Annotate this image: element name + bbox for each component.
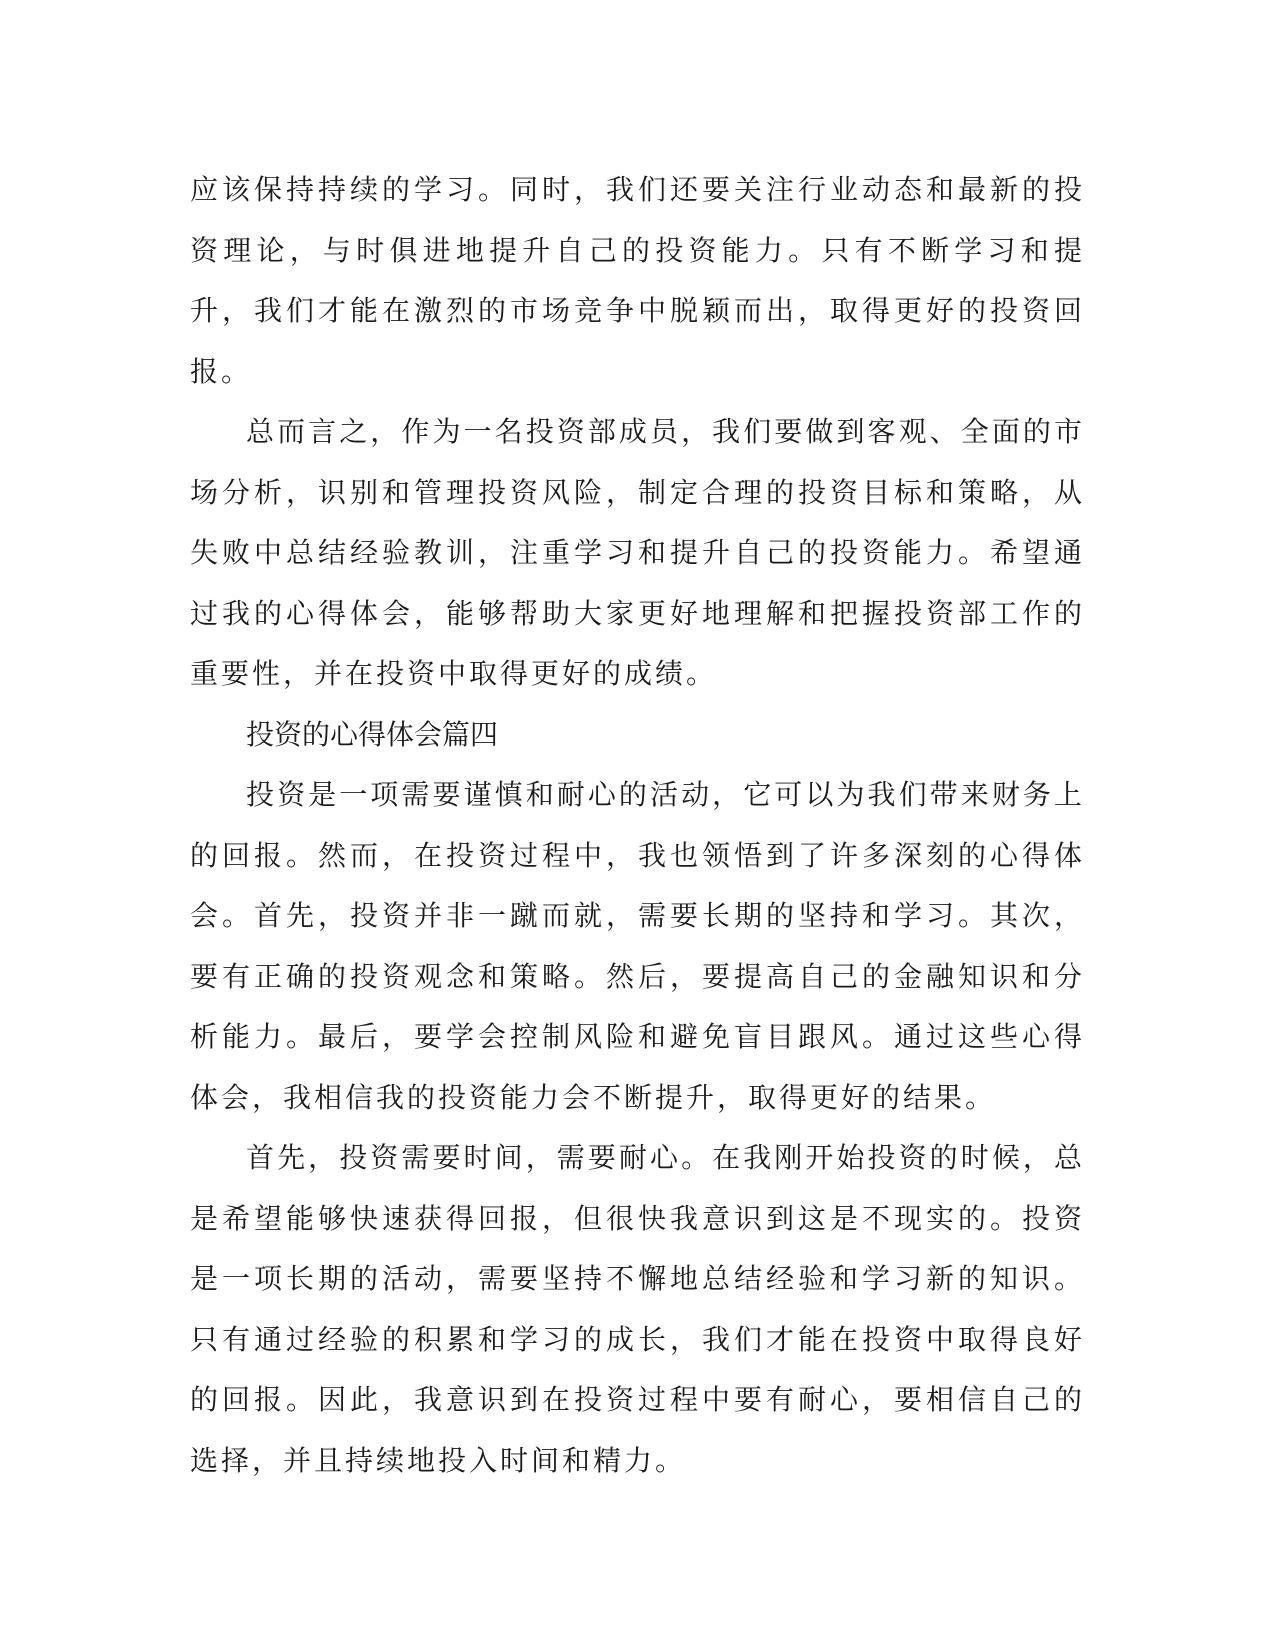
paragraph-first-point: 首先，投资需要时间，需要耐心。在我刚开始投资的时候，总是希望能够快速获得回报，但很快我意识到这是不现实的。投资是一项长期的活动，需要坚持不懈地总结经验和学习新的知识。只有通过经验的积累和学习的成长，我们才能在投资中取得良好的回报。因此，我意识到在投资过程中要有耐心，要相信自己的选择，并且持续地投入时间和精力。	[190, 1141, 1085, 1477]
document-body	[190, 160, 1085, 1491]
section-heading: 投资的心得体会篇四	[246, 717, 499, 751]
paragraph-continuation: 应该保持持续的学习。同时，我们还要关注行业动态和最新的投资理论，与时俱进地提升自己的投资能力。只有不断学习和提升，我们才能在激烈的市场竞争中脱颖而出，取得更好的投资回报。	[190, 173, 1085, 388]
paragraph-intro: 投资是一项需要谨慎和耐心的活动，它可以为我们带来财务上的回报。然而，在投资过程中，我也领悟到了许多深刻的心得体会。首先，投资并非一蹴而就，需要长期的坚持和学习。其次，要有正确的投资观念和策略。然后，要提高自己的金融知识和分析能力。最后，要学会控制风险和避免盲目跟风。通过这些心得体会，我相信我的投资能力会不断提升，取得更好的结果。	[190, 778, 1085, 1114]
paragraph-summary: 总而言之，作为一名投资部成员，我们要做到客观、全面的市场分析，识别和管理投资风险，制定合理的投资目标和策略，从失败中总结经验教训，注重学习和提升自己的投资能力。希望通过我的心得体会，能够帮助大家更好地理解和把握投资部工作的重要性，并在投资中取得更好的成绩。	[190, 415, 1085, 690]
